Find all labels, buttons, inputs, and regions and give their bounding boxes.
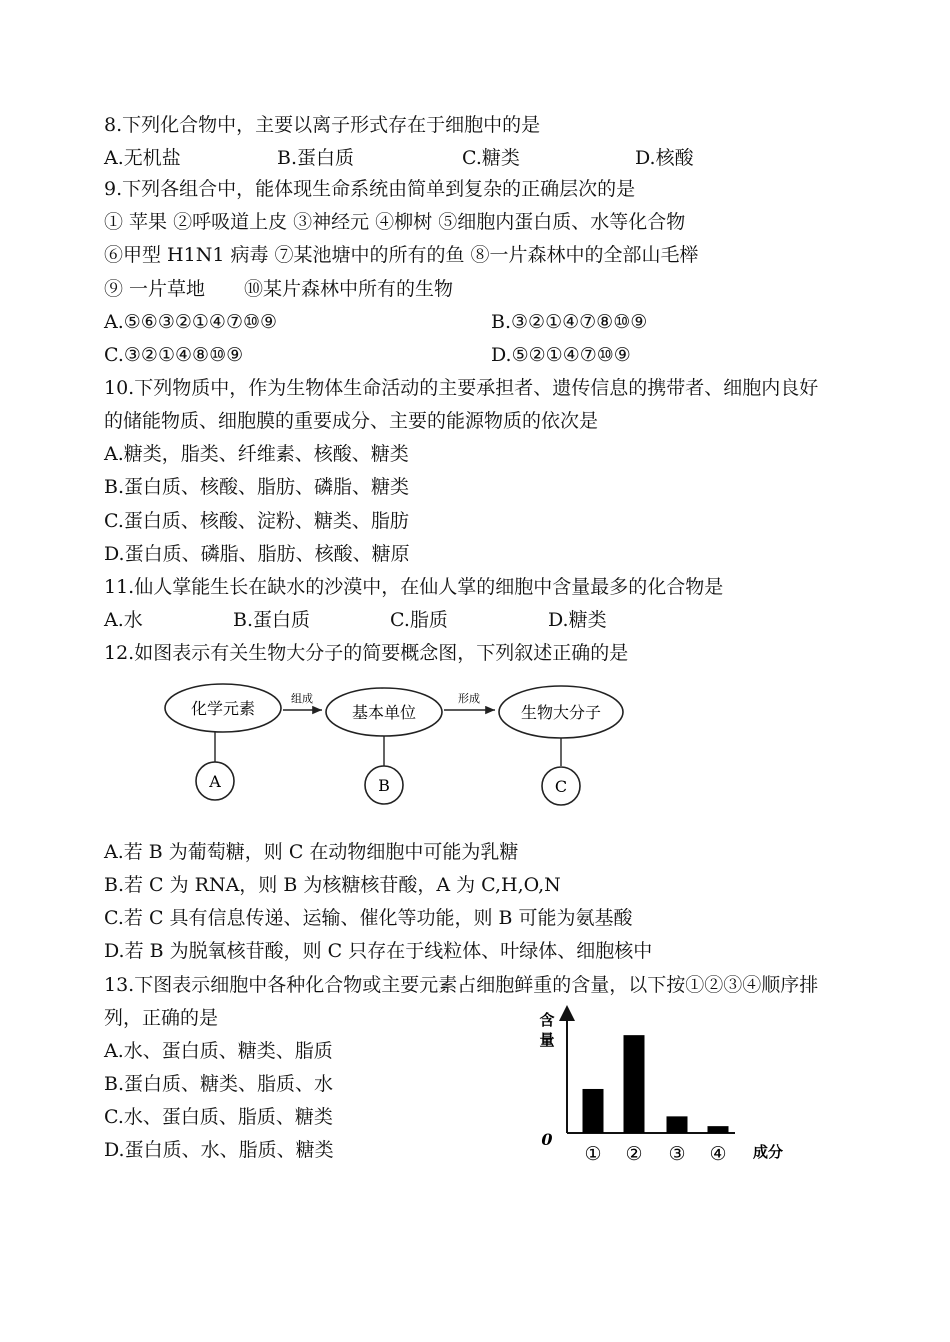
- x-tick-label-3: ③: [668, 1143, 686, 1165]
- q9-stem: 9.下列各组合中，能体现生命系统由简单到复杂的正确层次的是: [104, 178, 636, 200]
- circle-c-label: C: [554, 777, 568, 796]
- q9-option-c: C.③②①④⑧⑩⑨: [104, 344, 244, 366]
- q9-items-line3b: ⑩某片森林中所有的生物: [244, 278, 454, 300]
- bar-1: [583, 1089, 604, 1133]
- node-basic-unit-label: 基本单位: [351, 703, 417, 722]
- q10-stem-line2: 的储能物质、细胞膜的重要成分、主要的能源物质的依次是: [104, 410, 599, 432]
- q13-option-b: B.蛋白质、糖类、脂质、水: [104, 1073, 334, 1095]
- circle-a-label: A: [209, 772, 221, 791]
- q10-option-b: B.蛋白质、核酸、脂肪、磷脂、糖类: [104, 476, 410, 498]
- q10-option-d: D.蛋白质、磷脂、脂肪、核酸、糖原: [104, 543, 410, 565]
- arrow-form-label: 形成: [458, 692, 480, 705]
- q12-option-b: B.若 C 为 RNA，则 B 为核糖核苷酸，A 为 C,H,O,N: [104, 874, 561, 896]
- bar-3: [667, 1116, 688, 1133]
- q9-option-a: A.⑤⑥③②①④⑦⑩⑨: [104, 311, 278, 333]
- origin-label: 0: [541, 1130, 553, 1149]
- q9-items-line2: ⑥甲型 H1N1 病毒 ⑦某池塘中的所有的鱼 ⑧一片森林中的全部山毛榉: [104, 244, 699, 266]
- x-tick-label-2: ②: [625, 1143, 643, 1165]
- q11-stem: 11.仙人掌能生长在缺水的沙漠中，在仙人掌的细胞中含量最多的化合物是: [104, 576, 724, 598]
- q13-option-d: D.蛋白质、水、脂质、糖类: [104, 1139, 334, 1161]
- q8-option-a: A.无机盐: [104, 147, 181, 169]
- q12-option-c: C.若 C 具有信息传递、运输、催化等功能，则 B 可能为氨基酸: [104, 907, 633, 929]
- q12-option-a: A.若 B 为葡萄糖，则 C 在动物细胞中可能为乳糖: [104, 841, 519, 863]
- x-axis-label: 成分: [752, 1143, 784, 1161]
- q8-option-d: D.核酸: [635, 147, 694, 169]
- q12-option-d: D.若 B 为脱氧核苷酸，则 C 只存在于线粒体、叶绿体、细胞核中: [104, 940, 653, 962]
- node-chemical-elements-label: 化学元素: [190, 699, 256, 718]
- q11-option-a: A.水: [104, 609, 143, 631]
- q13-option-c: C.水、蛋白质、脂质、糖类: [104, 1106, 333, 1128]
- concept-map-diagram: [160, 680, 640, 815]
- q9-items-line1: ① 苹果 ②呼吸道上皮 ③神经元 ④柳树 ⑤细胞内蛋白质、水等化合物: [104, 211, 686, 233]
- q10-stem-line1: 10.下列物质中，作为生物体生命活动的主要承担者、遗传信息的携带者、细胞内良好: [104, 377, 819, 399]
- q13-option-a: A.水、蛋白质、糖类、脂质: [104, 1040, 333, 1062]
- y-axis-label-char-1: 含: [539, 1011, 555, 1029]
- circle-b-label: B: [378, 776, 390, 795]
- node-macromolecule-label: 生物大分子: [520, 703, 602, 722]
- q9-option-d: D.⑤②①④⑦⑩⑨: [491, 344, 631, 366]
- q8-option-c: C.糖类: [462, 147, 520, 169]
- q9-items-line3a: ⑨ 一片草地: [104, 278, 206, 300]
- y-axis-label: 含量: [430, 905, 432, 906]
- x-tick-label-4: ④: [709, 1143, 727, 1165]
- q13-stem-line2: 列，正确的是: [104, 1007, 219, 1029]
- q8-stem: 8.下列化合物中，主要以离子形式存在于细胞中的是: [104, 114, 541, 136]
- q11-option-d: D.糖类: [548, 609, 607, 631]
- q11-option-c: C.脂质: [390, 609, 448, 631]
- q8-option-b: B.蛋白质: [277, 147, 355, 169]
- q10-option-a: A.糖类，脂类、纤维素、核酸、糖类: [104, 443, 409, 465]
- bar-2: [624, 1035, 645, 1133]
- q12-stem: 12.如图表示有关生物大分子的简要概念图，下列叙述正确的是: [104, 642, 629, 664]
- q13-stem-line1: 13.下图表示细胞中各种化合物或主要元素占细胞鲜重的含量，以下按①②③④顺序排: [104, 974, 819, 996]
- bar-4: [708, 1126, 729, 1133]
- arrow-compose-label: 组成: [291, 692, 313, 705]
- y-axis-label-char-2: 量: [539, 1031, 555, 1049]
- x-tick-label-1: ①: [584, 1143, 602, 1165]
- q11-option-b: B.蛋白质: [233, 609, 311, 631]
- q9-option-b: B.③②①④⑦⑧⑩⑨: [491, 311, 648, 333]
- q10-option-c: C.蛋白质、核酸、淀粉、糖类、脂肪: [104, 510, 409, 532]
